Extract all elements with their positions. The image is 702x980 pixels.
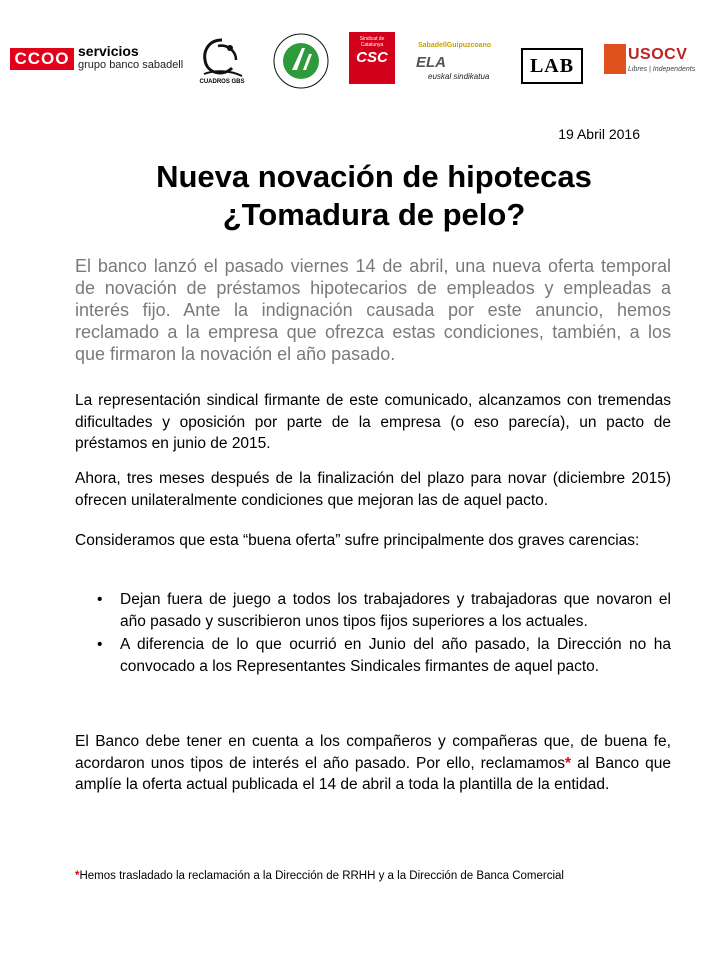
ccoo-logo: CCOO bbox=[10, 48, 74, 70]
paragraph-3: Consideramos que esta “buena oferta” sufre principalmente dos graves carencias: bbox=[75, 532, 640, 549]
ela-logo: ELA bbox=[416, 54, 446, 71]
usocv-logo-icon bbox=[604, 44, 626, 74]
paragraph-1: La representación sindical firmante de este comunicado, alcanzamos con tremendas dificultades y oposición por parte de la empresa (o eso parecía), un pacto de préstamos en junio de 2015. bbox=[75, 392, 671, 452]
csc-logo: CSC bbox=[349, 32, 395, 84]
ccoo-logo-sub: grupo banco sabadell bbox=[78, 59, 184, 71]
paragraph-2: Ahora, tres meses después de la finalización del plazo para novar (diciembre 2015) ofrecen unilateralmente condiciones que mejoran las de aquel pacto. bbox=[75, 470, 671, 509]
paragraph-4-text-end: al Banco que amplíe la oferta actual publicada el 14 de abril a toda la plantilla de la entidad. bbox=[75, 754, 671, 793]
list-item bbox=[97, 589, 671, 632]
intro-paragraph: El banco lanzó el pasado viernes 14 de abril, una nueva oferta temporal de novación de préstamos hipotecarios de empleados y empleadas a interés fijo. Ante la indignación causada por este anuncio, hemos reclamado a la empresa que ofrezca estas condiciones, también, a los que firmaron la novación el año pasado. bbox=[75, 256, 671, 364]
document-date: 19 Abril 2016 bbox=[558, 126, 640, 142]
footnote-marker: * bbox=[565, 754, 572, 772]
bullet-icon: • bbox=[97, 636, 103, 653]
title-line-2: ¿Tomadura de pelo? bbox=[222, 197, 526, 232]
list-item bbox=[97, 634, 671, 677]
footnote-text: Hemos trasladado la reclamación a la Dirección de RRHH y a la Dirección de Banca Comercial bbox=[79, 870, 564, 882]
usocv-logo-sub: Libres | Independents bbox=[628, 66, 696, 73]
title-line-1: Nueva novación de hipotecas bbox=[156, 159, 592, 194]
footnote-star: * bbox=[75, 870, 80, 882]
bullet-icon: • bbox=[97, 591, 103, 608]
ccoo-logo-name: servicios bbox=[78, 43, 139, 59]
sgb-logo-icon bbox=[272, 32, 330, 90]
paragraph-4-text: El Banco debe tener en cuenta a los compañeros y compañeras que, de buena fe, acordaron unos tipos de interés el año pasado. Por ello, reclamamos bbox=[75, 733, 671, 772]
usocv-logo: USOCV bbox=[628, 46, 688, 63]
ela-logo-sub: euskal sindikatua bbox=[428, 72, 490, 81]
paragraph-4 bbox=[75, 731, 671, 796]
logo-strip bbox=[0, 30, 702, 90]
ela-logo-top: SabadellGuipuzcoano bbox=[418, 42, 492, 49]
lab-logo: LAB bbox=[521, 48, 583, 84]
list-item-text: Dejan fuera de juego a todos los trabajadores y trabajadoras que novaron el año pasado y suscribieron unos tipos fijos superiores a los actuales. bbox=[120, 591, 671, 630]
footnote bbox=[75, 869, 564, 883]
csc-logo-top: Sindicat de Catalunya bbox=[359, 36, 385, 48]
bullet-list bbox=[97, 589, 671, 679]
page-title bbox=[0, 158, 702, 234]
gbs-logo-label: CUADROS GBS bbox=[199, 79, 245, 85]
list-item-text: A diferencia de lo que ocurrió en Junio del año pasado, la Dirección no ha convocado a los Representantes Sindicales firmantes de aquel pacto. bbox=[120, 636, 671, 675]
